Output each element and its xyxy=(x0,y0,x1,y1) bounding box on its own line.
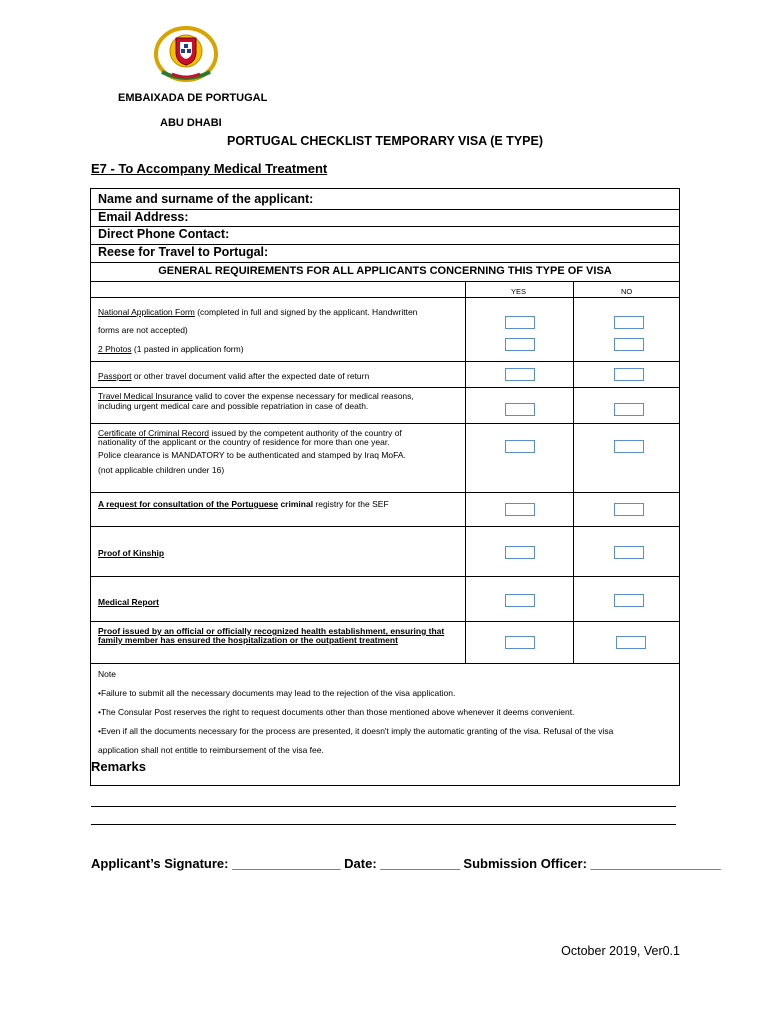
name-field-label: Name and surname of the applicant: xyxy=(98,192,314,206)
note-label: Note xyxy=(98,669,116,679)
requirement-sef-request: A request for consultation of the Portuguese criminal registry for the SEF xyxy=(98,499,389,509)
hospital-proof-yes-checkbox[interactable] xyxy=(505,636,535,649)
reason-field-label: Reese for Travel to Portugal: xyxy=(98,245,269,259)
no-column-header: NO xyxy=(621,287,633,296)
requirement-passport: Passport or other travel document valid after the expected date of return xyxy=(98,371,370,381)
criminal-record-no-checkbox[interactable] xyxy=(614,440,644,453)
remarks-line[interactable] xyxy=(91,824,676,825)
divider xyxy=(91,576,679,577)
criminal-record-yes-checkbox[interactable] xyxy=(505,440,535,453)
requirement-application-form-note: forms are not accepted) xyxy=(98,325,188,335)
application-form-no-checkbox[interactable] xyxy=(614,316,644,329)
divider xyxy=(91,423,679,424)
insurance-no-checkbox[interactable] xyxy=(614,403,644,416)
remarks-line[interactable] xyxy=(91,806,676,807)
divider xyxy=(91,526,679,527)
column-divider xyxy=(573,281,574,663)
section-title: E7 - To Accompany Medical Treatment xyxy=(91,161,328,176)
requirement-application-form: National Application Form (completed in full and signed by the applicant. Handwritten xyxy=(98,307,418,317)
photos-no-checkbox[interactable] xyxy=(614,338,644,351)
kinship-yes-checkbox[interactable] xyxy=(505,546,535,559)
remarks-label: Remarks xyxy=(91,759,146,774)
divider xyxy=(91,361,679,362)
divider xyxy=(91,621,679,622)
document-title: PORTUGAL CHECKLIST TEMPORARY VISA (E TYPE) xyxy=(227,134,543,148)
checklist-form xyxy=(90,188,680,786)
requirement-criminal-record-exception: (not applicable children under 16) xyxy=(98,465,225,475)
version-footer: October 2019, Ver0.1 xyxy=(561,944,680,958)
requirement-kinship: Proof of Kinship xyxy=(98,548,165,558)
sef-request-no-checkbox[interactable] xyxy=(614,503,644,516)
photos-yes-checkbox[interactable] xyxy=(505,338,535,351)
medical-report-no-checkbox[interactable] xyxy=(614,594,644,607)
embassy-city: ABU DHABI xyxy=(160,117,222,129)
column-divider xyxy=(465,281,466,663)
note-item: •Failure to submit all the necessary documents may lead to the rejection of the visa application. xyxy=(98,688,456,698)
requirement-hospital-proof-cont: family member has ensured the hospitalization or the outpatient treatment xyxy=(98,635,398,645)
requirement-criminal-record: Certificate of Criminal Record issued by the competent authority of the country of xyxy=(98,428,402,438)
requirements-heading: GENERAL REQUIREMENTS FOR ALL APPLICANTS CONCERNING THIS TYPE OF VISA xyxy=(158,265,612,277)
note-item: •The Consular Post reserves the right to request documents other than those mentioned above whenever it deems convenient. xyxy=(98,707,575,717)
email-field-label: Email Address: xyxy=(98,210,189,224)
kinship-no-checkbox[interactable] xyxy=(614,546,644,559)
requirement-travel-insurance-cont: including urgent medical care and possible repatriation in case of death. xyxy=(98,401,369,411)
portuguese-coat-of-arms-icon xyxy=(150,24,222,84)
requirement-criminal-record-cont: nationality of the applicant or the country of residence for more than one year. xyxy=(98,437,390,447)
medical-report-yes-checkbox[interactable] xyxy=(505,594,535,607)
insurance-yes-checkbox[interactable] xyxy=(505,403,535,416)
note-item: application shall not entitle to reimbursement of the visa fee. xyxy=(98,745,324,755)
hospital-proof-no-checkbox[interactable] xyxy=(616,636,646,649)
divider xyxy=(91,492,679,493)
requirement-medical-report: Medical Report xyxy=(98,597,159,607)
phone-field-label: Direct Phone Contact: xyxy=(98,227,230,241)
divider xyxy=(91,663,679,664)
requirement-travel-insurance: Travel Medical Insurance valid to cover the expense necessary for medical reasons, xyxy=(98,391,414,401)
embassy-name: EMBAIXADA DE PORTUGAL xyxy=(118,92,268,104)
requirement-hospital-proof: Proof issued by an official or officially recognized health establishment, ensuring that xyxy=(98,626,445,636)
signature-line: Applicant’s Signature: _______________ Date: ___________ Submission Officer: __________________ xyxy=(91,856,721,871)
yes-column-header: YES xyxy=(511,287,527,296)
sef-request-yes-checkbox[interactable] xyxy=(505,503,535,516)
requirement-photos: 2 Photos (1 pasted in application form) xyxy=(98,344,244,354)
passport-no-checkbox[interactable] xyxy=(614,368,644,381)
divider xyxy=(91,262,679,263)
divider xyxy=(91,281,679,282)
passport-yes-checkbox[interactable] xyxy=(505,368,535,381)
divider xyxy=(91,297,679,298)
application-form-yes-checkbox[interactable] xyxy=(505,316,535,329)
requirement-criminal-record-police: Police clearance is MANDATORY to be authenticated and stamped by Iraq MoFA. xyxy=(98,450,406,460)
note-item: •Even if all the documents necessary for the process are presented, it doesn't imply the automatic granting of the visa. Refusal of the visa xyxy=(98,726,614,736)
divider xyxy=(91,387,679,388)
